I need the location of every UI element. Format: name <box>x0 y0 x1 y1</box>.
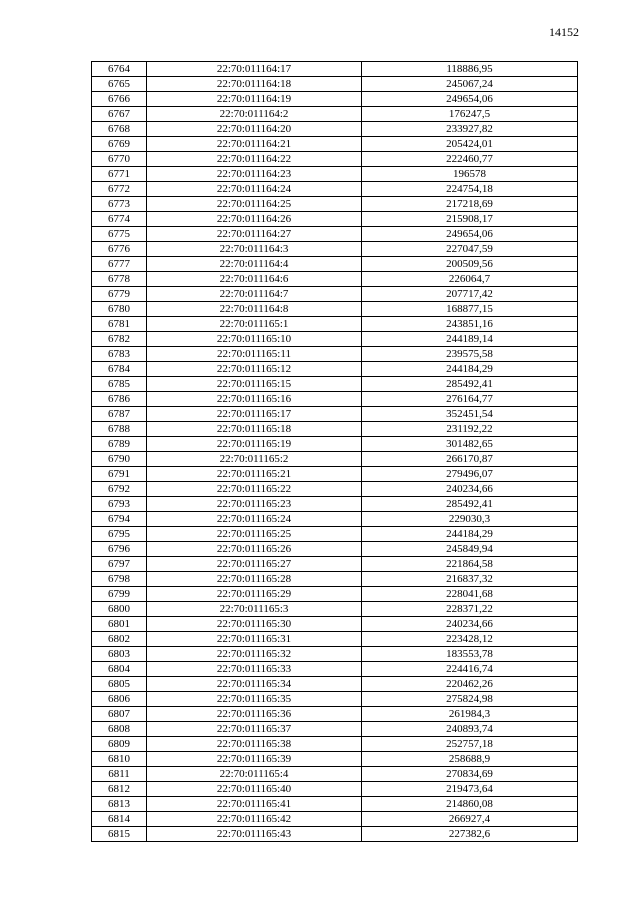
cadastral-number-cell: 22:70:011165:26 <box>147 542 362 557</box>
row-number-cell: 6810 <box>92 752 147 767</box>
value-cell: 176247,5 <box>362 107 578 122</box>
cadastral-number-cell: 22:70:011164:24 <box>147 182 362 197</box>
value-cell: 222460,77 <box>362 152 578 167</box>
row-number-cell: 6790 <box>92 452 147 467</box>
row-number-cell: 6806 <box>92 692 147 707</box>
table-row <box>92 377 578 392</box>
row-number-cell: 6802 <box>92 632 147 647</box>
cadastral-number-cell: 22:70:011165:11 <box>147 347 362 362</box>
row-number-cell: 6800 <box>92 602 147 617</box>
value-cell: 223428,12 <box>362 632 578 647</box>
cadastral-number-cell: 22:70:011165:4 <box>147 767 362 782</box>
table-row <box>92 407 578 422</box>
table-row <box>92 347 578 362</box>
table-row <box>92 587 578 602</box>
cadastral-number-cell: 22:70:011165:30 <box>147 617 362 632</box>
cadastral-number-cell: 22:70:011165:34 <box>147 677 362 692</box>
table-row <box>92 257 578 272</box>
row-number-cell: 6809 <box>92 737 147 752</box>
value-cell: 216837,32 <box>362 572 578 587</box>
table-row <box>92 602 578 617</box>
cadastral-number-cell: 22:70:011165:17 <box>147 407 362 422</box>
table-row <box>92 542 578 557</box>
row-number-cell: 6776 <box>92 242 147 257</box>
table-row <box>92 752 578 767</box>
row-number-cell: 6797 <box>92 557 147 572</box>
cadastral-number-cell: 22:70:011165:42 <box>147 812 362 827</box>
row-number-cell: 6805 <box>92 677 147 692</box>
cadastral-number-cell: 22:70:011165:12 <box>147 362 362 377</box>
row-number-cell: 6771 <box>92 167 147 182</box>
row-number-cell: 6794 <box>92 512 147 527</box>
value-cell: 243851,16 <box>362 317 578 332</box>
row-number-cell: 6807 <box>92 707 147 722</box>
cadastral-number-cell: 22:70:011164:20 <box>147 122 362 137</box>
cadastral-number-cell: 22:70:011165:35 <box>147 692 362 707</box>
value-cell: 239575,58 <box>362 347 578 362</box>
cadastral-number-cell: 22:70:011165:31 <box>147 632 362 647</box>
row-number-cell: 6815 <box>92 827 147 842</box>
table-row <box>92 272 578 287</box>
table-row <box>92 707 578 722</box>
row-number-cell: 6788 <box>92 422 147 437</box>
value-cell: 214860,08 <box>362 797 578 812</box>
table-body <box>92 62 578 842</box>
value-cell: 231192,22 <box>362 422 578 437</box>
cadastral-number-cell: 22:70:011164:7 <box>147 287 362 302</box>
row-number-cell: 6792 <box>92 482 147 497</box>
cadastral-number-cell: 22:70:011165:40 <box>147 782 362 797</box>
value-cell: 118886,95 <box>362 62 578 77</box>
table-row <box>92 662 578 677</box>
cadastral-number-cell: 22:70:011164:22 <box>147 152 362 167</box>
row-number-cell: 6791 <box>92 467 147 482</box>
table-row <box>92 197 578 212</box>
cadastral-number-cell: 22:70:011165:18 <box>147 422 362 437</box>
value-cell: 217218,69 <box>362 197 578 212</box>
table-row <box>92 617 578 632</box>
table-row <box>92 482 578 497</box>
table-row <box>92 182 578 197</box>
table-row <box>92 527 578 542</box>
value-cell: 233927,82 <box>362 122 578 137</box>
cadastral-number-cell: 22:70:011165:24 <box>147 512 362 527</box>
cadastral-number-cell: 22:70:011165:25 <box>147 527 362 542</box>
table-row <box>92 392 578 407</box>
cadastral-number-cell: 22:70:011164:4 <box>147 257 362 272</box>
table-row <box>92 92 578 107</box>
cadastral-number-cell: 22:70:011165:38 <box>147 737 362 752</box>
cadastral-number-cell: 22:70:011165:10 <box>147 332 362 347</box>
value-cell: 168877,15 <box>362 302 578 317</box>
table-row <box>92 167 578 182</box>
table-row <box>92 782 578 797</box>
row-number-cell: 6814 <box>92 812 147 827</box>
value-cell: 226064,7 <box>362 272 578 287</box>
value-cell: 270834,69 <box>362 767 578 782</box>
row-number-cell: 6774 <box>92 212 147 227</box>
table-row <box>92 632 578 647</box>
row-number-cell: 6812 <box>92 782 147 797</box>
row-number-cell: 6796 <box>92 542 147 557</box>
row-number-cell: 6793 <box>92 497 147 512</box>
table-row <box>92 737 578 752</box>
row-number-cell: 6768 <box>92 122 147 137</box>
row-number-cell: 6772 <box>92 182 147 197</box>
cadastral-number-cell: 22:70:011165:19 <box>147 437 362 452</box>
row-number-cell: 6813 <box>92 797 147 812</box>
row-number-cell: 6783 <box>92 347 147 362</box>
value-cell: 245067,24 <box>362 77 578 92</box>
value-cell: 275824,98 <box>362 692 578 707</box>
row-number-cell: 6778 <box>92 272 147 287</box>
table-row <box>92 512 578 527</box>
cadastral-number-cell: 22:70:011165:28 <box>147 572 362 587</box>
cadastral-number-cell: 22:70:011165:3 <box>147 602 362 617</box>
table-row <box>92 467 578 482</box>
value-cell: 240234,66 <box>362 617 578 632</box>
table-row <box>92 722 578 737</box>
table-row <box>92 812 578 827</box>
value-cell: 228041,68 <box>362 587 578 602</box>
table-row <box>92 62 578 77</box>
value-cell: 219473,64 <box>362 782 578 797</box>
row-number-cell: 6764 <box>92 62 147 77</box>
table-row <box>92 362 578 377</box>
cadastral-number-cell: 22:70:011164:19 <box>147 92 362 107</box>
row-number-cell: 6769 <box>92 137 147 152</box>
row-number-cell: 6795 <box>92 527 147 542</box>
row-number-cell: 6786 <box>92 392 147 407</box>
cadastral-number-cell: 22:70:011165:29 <box>147 587 362 602</box>
cadastral-number-cell: 22:70:011165:36 <box>147 707 362 722</box>
table-row <box>92 827 578 842</box>
value-cell: 285492,41 <box>362 377 578 392</box>
value-cell: 258688,9 <box>362 752 578 767</box>
cadastral-number-cell: 22:70:011165:41 <box>147 797 362 812</box>
table-row <box>92 332 578 347</box>
table-row <box>92 557 578 572</box>
cadastral-number-cell: 22:70:011165:22 <box>147 482 362 497</box>
value-cell: 245849,94 <box>362 542 578 557</box>
value-cell: 228371,22 <box>362 602 578 617</box>
table-row <box>92 797 578 812</box>
row-number-cell: 6801 <box>92 617 147 632</box>
row-number-cell: 6782 <box>92 332 147 347</box>
cadastral-number-cell: 22:70:011164:21 <box>147 137 362 152</box>
cadastral-number-cell: 22:70:011165:33 <box>147 662 362 677</box>
value-cell: 279496,07 <box>362 467 578 482</box>
value-cell: 240893,74 <box>362 722 578 737</box>
table-row <box>92 452 578 467</box>
table-row <box>92 647 578 662</box>
row-number-cell: 6787 <box>92 407 147 422</box>
value-cell: 221864,58 <box>362 557 578 572</box>
value-cell: 196578 <box>362 167 578 182</box>
value-cell: 205424,01 <box>362 137 578 152</box>
value-cell: 220462,26 <box>362 677 578 692</box>
cadastral-number-cell: 22:70:011165:2 <box>147 452 362 467</box>
table-row <box>92 77 578 92</box>
value-cell: 266927,4 <box>362 812 578 827</box>
row-number-cell: 6799 <box>92 587 147 602</box>
table-row <box>92 287 578 302</box>
value-cell: 252757,18 <box>362 737 578 752</box>
table-row <box>92 767 578 782</box>
value-cell: 215908,17 <box>362 212 578 227</box>
cadastral-number-cell: 22:70:011164:23 <box>147 167 362 182</box>
cadastral-number-cell: 22:70:011165:16 <box>147 392 362 407</box>
row-number-cell: 6765 <box>92 77 147 92</box>
row-number-cell: 6780 <box>92 302 147 317</box>
value-cell: 227382,6 <box>362 827 578 842</box>
value-cell: 224416,74 <box>362 662 578 677</box>
table-row <box>92 107 578 122</box>
value-cell: 229030,3 <box>362 512 578 527</box>
table-row <box>92 137 578 152</box>
value-cell: 249654,06 <box>362 92 578 107</box>
row-number-cell: 6784 <box>92 362 147 377</box>
row-number-cell: 6811 <box>92 767 147 782</box>
table-row <box>92 677 578 692</box>
row-number-cell: 6803 <box>92 647 147 662</box>
row-number-cell: 6789 <box>92 437 147 452</box>
table-row <box>92 302 578 317</box>
cadastral-number-cell: 22:70:011164:6 <box>147 272 362 287</box>
row-number-cell: 6798 <box>92 572 147 587</box>
row-number-cell: 6770 <box>92 152 147 167</box>
cadastral-number-cell: 22:70:011164:2 <box>147 107 362 122</box>
table-row <box>92 497 578 512</box>
row-number-cell: 6777 <box>92 257 147 272</box>
row-number-cell: 6767 <box>92 107 147 122</box>
table-row <box>92 242 578 257</box>
value-cell: 183553,78 <box>362 647 578 662</box>
cadastral-number-cell: 22:70:011165:37 <box>147 722 362 737</box>
row-number-cell: 6808 <box>92 722 147 737</box>
table-row <box>92 152 578 167</box>
row-number-cell: 6779 <box>92 287 147 302</box>
cadastral-number-cell: 22:70:011165:32 <box>147 647 362 662</box>
row-number-cell: 6766 <box>92 92 147 107</box>
table-row <box>92 227 578 242</box>
value-cell: 276164,77 <box>362 392 578 407</box>
cadastral-number-cell: 22:70:011164:17 <box>147 62 362 77</box>
row-number-cell: 6773 <box>92 197 147 212</box>
value-cell: 249654,06 <box>362 227 578 242</box>
cadastral-number-cell: 22:70:011165:43 <box>147 827 362 842</box>
cadastral-number-cell: 22:70:011164:18 <box>147 77 362 92</box>
cadastral-number-cell: 22:70:011164:8 <box>147 302 362 317</box>
data-table <box>91 61 578 842</box>
value-cell: 207717,42 <box>362 287 578 302</box>
value-cell: 261984,3 <box>362 707 578 722</box>
cadastral-number-cell: 22:70:011165:23 <box>147 497 362 512</box>
value-cell: 266170,87 <box>362 452 578 467</box>
value-cell: 227047,59 <box>362 242 578 257</box>
page-number: 14152 <box>549 25 579 39</box>
value-cell: 352451,54 <box>362 407 578 422</box>
cadastral-number-cell: 22:70:011164:25 <box>147 197 362 212</box>
value-cell: 200509,56 <box>362 257 578 272</box>
value-cell: 244184,29 <box>362 362 578 377</box>
table-row <box>92 572 578 587</box>
table-row <box>92 692 578 707</box>
table-row <box>92 437 578 452</box>
table-row <box>92 422 578 437</box>
cadastral-number-cell: 22:70:011165:27 <box>147 557 362 572</box>
row-number-cell: 6775 <box>92 227 147 242</box>
row-number-cell: 6785 <box>92 377 147 392</box>
value-cell: 244184,29 <box>362 527 578 542</box>
cadastral-number-cell: 22:70:011164:26 <box>147 212 362 227</box>
value-cell: 224754,18 <box>362 182 578 197</box>
table-row <box>92 212 578 227</box>
value-cell: 244189,14 <box>362 332 578 347</box>
table-row <box>92 122 578 137</box>
cadastral-number-cell: 22:70:011165:39 <box>147 752 362 767</box>
cadastral-number-cell: 22:70:011164:3 <box>147 242 362 257</box>
table-row <box>92 317 578 332</box>
row-number-cell: 6781 <box>92 317 147 332</box>
cadastral-number-cell: 22:70:011164:27 <box>147 227 362 242</box>
cadastral-number-cell: 22:70:011165:21 <box>147 467 362 482</box>
cadastral-number-cell: 22:70:011165:15 <box>147 377 362 392</box>
value-cell: 301482,65 <box>362 437 578 452</box>
value-cell: 240234,66 <box>362 482 578 497</box>
cadastral-number-cell: 22:70:011165:1 <box>147 317 362 332</box>
row-number-cell: 6804 <box>92 662 147 677</box>
value-cell: 285492,41 <box>362 497 578 512</box>
